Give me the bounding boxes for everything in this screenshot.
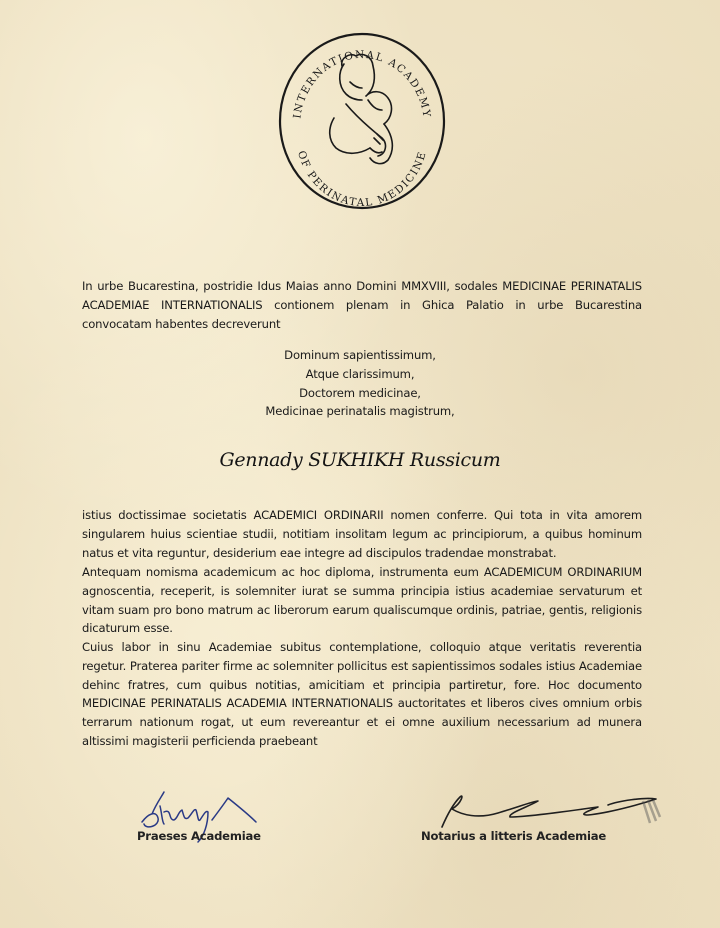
- intro-paragraph: In urbe Bucarestina, postridie Idus Maias anno Domini MMXVIII, sodales MEDICINAE PERINATALIS ACADEMIAE INTERNATIONALIS contionem plenam in Ghica Palatio in urbe Bucarestina convocatam habentes decreverunt: [82, 279, 642, 331]
- title-line: Medicinae perinatalis magistrum,: [265, 404, 455, 419]
- honoree-name: Gennady SUKHIKH Russicum: [219, 449, 501, 471]
- secretary-label: Notarius a litteris Academiae: [421, 829, 607, 843]
- honorific-titles: [0, 346, 720, 421]
- mother-child-illustration: [330, 54, 393, 163]
- academy-seal-logo: [276, 30, 448, 210]
- seal-text-bottom: OF PERINATAL MEDICINE: [295, 149, 429, 210]
- title-line: Doctorem medicinae,: [299, 385, 421, 400]
- president-label: Praeses Academiae: [137, 829, 261, 843]
- body-paragraph: Antequam nomisma academicum ac hoc diploma, instrumenta eum ACADEMICUM ORDINARIUM agnoscentia, receperit, is solemniter iurat se summa principia istius academiae servaturum et vitam suam pro bono matrum ac liberorum earum qualiscumque ordinis, patriae, gentis, religionis dicaturum esse.: [82, 565, 642, 636]
- title-line: Atque clarissimum,: [305, 366, 415, 381]
- svg-text:OF PERINATAL MEDICINE: [295, 149, 429, 209]
- svg-text:INTERNATIONAL ACADEMY: [291, 49, 432, 119]
- body-paragraph: istius doctissimae societatis ACADEMICI ORDINARII nomen conferre. Qui tota in vita amorem singularem huius scientiae studii, notitiam insolitam legum ac principiorum, a quibus hominum natus et vita reguntur, desiderium eae integre ad discipulos tradendae monstrabat.: [82, 508, 642, 560]
- title-line: Dominum sapientissimum,: [284, 348, 436, 362]
- body-paragraph: Cuius labor in sinu Academiae subitus contemplatione, colloquio atque veritatis reverentia regetur. Praterea pariter firme ac solemniter pollicitus est sapientissimos sodales istius Academiae dehinc fratres, cum quibus notitias, amicitiam et principia partiretur, fore. Hoc documento MEDICINAE PERINATALIS ACADEMIA INTERNATIONALIS auctoritates et liberos cives omnium orbis terrarum nationum rogat, ut eum revereantur et ei omne auxilium necessarium ad munera altissimi magisterii perficienda praebeant: [82, 640, 642, 748]
- seal-text-top: INTERNATIONAL ACADEMY: [291, 48, 433, 120]
